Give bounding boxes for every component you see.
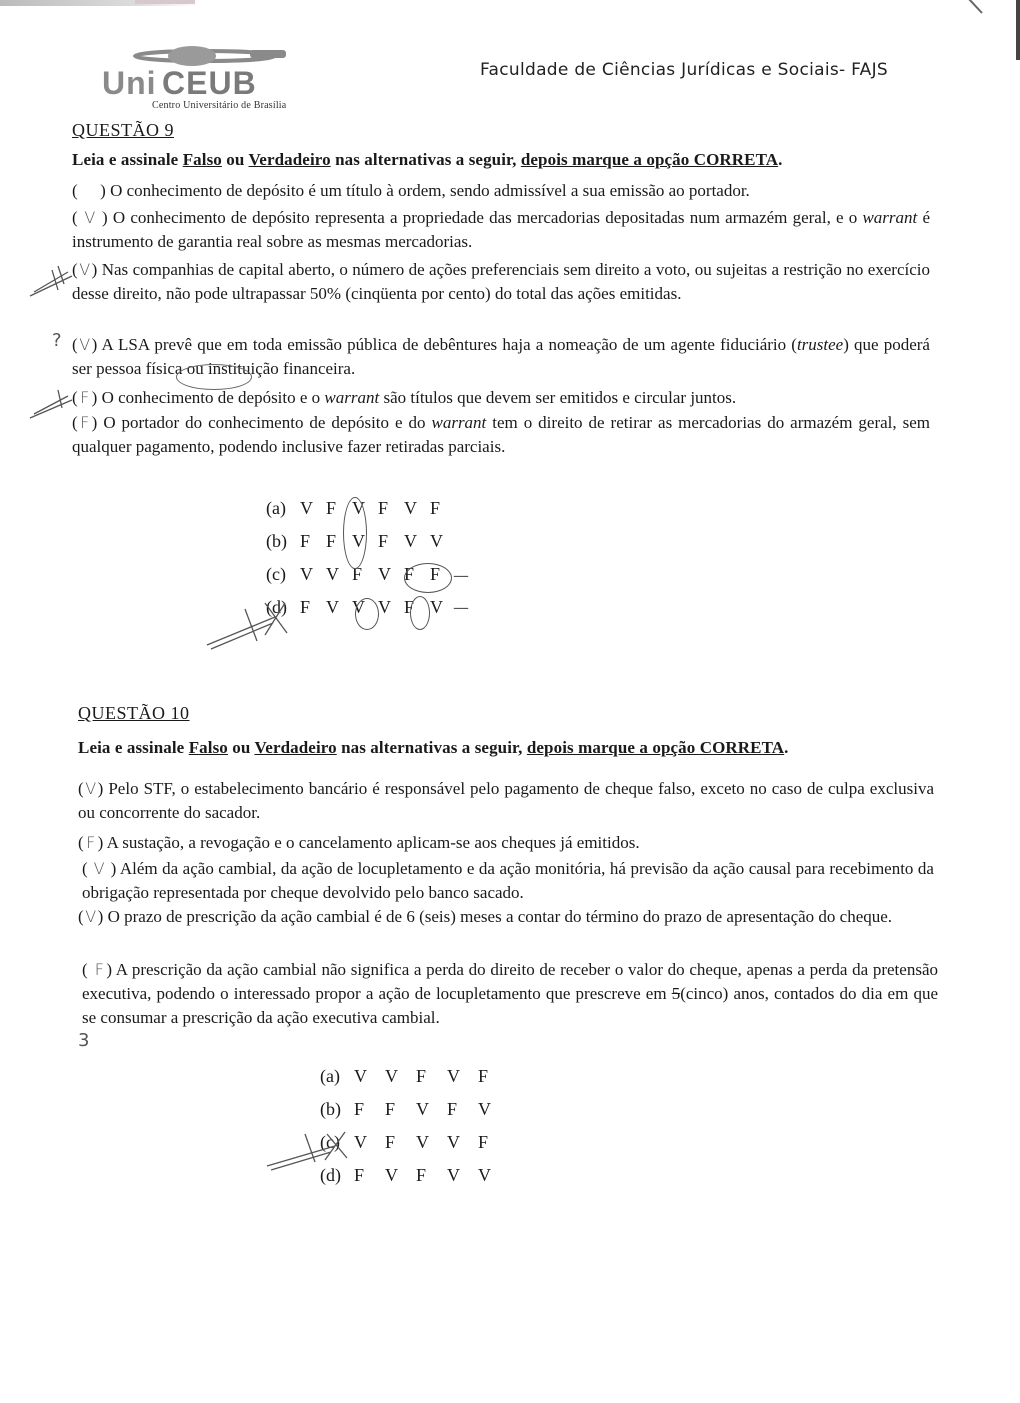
option-value: V: [354, 1066, 367, 1086]
option-value: V: [352, 498, 365, 518]
statement-text: é instrumento de garantia real sobre as mesmas mercadorias.: [72, 208, 930, 251]
q10-statement-5: ( F ) A prescrição da ação cambial não significa a perda do direito de receber o valor do cheque, apenas a perda da pretensão executiva, podendo o interessado propor a ação de locupletamento que prescreve em 5(cinco) anos, contados do dia em que se consumar a prescrição da ação executiva cambial.: [82, 960, 938, 1027]
pencil-question-mark: ?: [52, 330, 62, 351]
pencil-arrow-scribble: [265, 1128, 350, 1173]
option-value: F: [478, 1132, 489, 1152]
struck-number: 5: [671, 984, 681, 1003]
instruction-text: .: [778, 150, 783, 169]
pencil-arrow-scribble: [205, 595, 290, 655]
answer-mark[interactable]: V: [79, 260, 91, 279]
question-9-title: QUESTÃO 9: [72, 120, 174, 140]
statement-text: O prazo de prescrição da ação cambial é de 6 (seis) meses a contar do término do prazo de apresentação do cheque.: [107, 907, 893, 926]
question-9-instruction: [72, 150, 783, 170]
option-label[interactable]: (d): [320, 1165, 341, 1185]
uniceub-logo: [100, 44, 310, 114]
option-value: V: [404, 498, 417, 518]
pencil-circle: [410, 596, 430, 630]
statement-text: são títulos que devem ser emitidos e circular juntos.: [379, 388, 737, 407]
instruction-falso: Falso: [182, 150, 222, 169]
q9-statement-5: ( F ) O conhecimento de depósito e o warrant são títulos que devem ser emitidos e circular juntos.: [72, 386, 930, 410]
statement-italic: warrant: [431, 413, 487, 432]
q9-statement-3: (V) Nas companhias de capital aberto, o número de ações preferenciais sem direito a voto, ou sujeitas a restrição no exercício desse direito, não pode ultrapassar 50% (cinqüenta por cento) do total das ações emitidas.: [72, 260, 930, 303]
option-value: F: [352, 564, 363, 584]
answer-mark[interactable]: V: [93, 859, 105, 878]
option-value: V: [385, 1165, 398, 1185]
instruction-text: nas alternativas a seguir,: [330, 150, 521, 169]
option-value: F: [326, 531, 337, 551]
option-value: V: [430, 531, 443, 551]
pencil-arrow-scribble: [28, 388, 78, 424]
option-value: F: [385, 1132, 396, 1152]
answer-mark[interactable]: V: [84, 208, 96, 227]
option-label[interactable]: (d): [266, 597, 287, 617]
instruction-text: ou: [221, 150, 249, 169]
statement-text: O conhecimento de depósito e o: [101, 388, 325, 407]
pencil-circle: [355, 598, 379, 630]
answer-mark[interactable]: F: [80, 413, 90, 432]
q10-statement-4: (V) O prazo de prescrição da ação cambial é de 6 (seis) meses a contar do término do prazo de apresentação do cheque.: [78, 905, 936, 929]
option-label[interactable]: (c): [320, 1132, 340, 1152]
instruction-text: Leia e assinale: [72, 150, 183, 169]
statement-italic: warrant: [862, 208, 918, 227]
instruction-falso: Falso: [188, 738, 228, 757]
pencil-circle: [176, 364, 252, 390]
statement-italic: warrant: [324, 388, 380, 407]
instruction-verdadeiro: Verdadeiro: [248, 150, 331, 169]
q9-statement-6: ( F ) O portador do conhecimento de depósito e do warrant tem o direito de retirar as mercadorias do armazém geral, sem qualquer pagamento, podendo inclusive fazer retiradas parciais.: [72, 413, 930, 456]
option-value: F: [326, 498, 337, 518]
option-value: V: [447, 1132, 460, 1152]
option-value: V: [404, 531, 417, 551]
option-value: V: [430, 597, 443, 617]
option-value: F: [404, 564, 415, 584]
option-value: V: [416, 1132, 429, 1152]
option-label[interactable]: (b): [266, 531, 287, 551]
option-value: F: [447, 1099, 458, 1119]
option-label[interactable]: (c): [266, 564, 286, 584]
instruction-verdadeiro: Verdadeiro: [254, 738, 337, 757]
option-value: V: [478, 1099, 491, 1119]
pencil-arrow-scribble: [28, 262, 78, 302]
instruction-correct-option: depois marque a opção CORRETA: [520, 150, 779, 169]
option-value: V: [416, 1099, 429, 1119]
option-value: F: [300, 531, 311, 551]
pencil-dash: —: [453, 598, 469, 617]
pencil-dash: —: [453, 566, 469, 585]
option-label[interactable]: (a): [320, 1066, 340, 1086]
q9-statement-1: ( ) O conhecimento de depósito é um título à ordem, sendo admissível a sua emissão ao portador.: [72, 181, 750, 200]
answer-mark[interactable]: F: [86, 833, 96, 852]
option-value: V: [326, 597, 339, 617]
faculty-name: Faculdade de Ciências Jurídicas e Sociais- FAJS: [480, 60, 889, 80]
option-value: V: [352, 531, 365, 551]
q10-statement-3: ( V ) Além da ação cambial, da ação de locupletamento e da ação monitória, há previsão da ação causal para recebimento da obrigação representada por cheque devolvido pelo banco sacado.: [82, 859, 934, 902]
option-value: V: [354, 1132, 367, 1152]
statement-text: O portador do conhecimento de depósito e do: [103, 413, 432, 432]
instruction-text: .: [784, 738, 789, 757]
option-value: F: [430, 564, 441, 584]
option-value: F: [354, 1099, 365, 1119]
answer-mark[interactable]: V: [79, 335, 91, 354]
option-row[interactable]: [320, 1066, 509, 1099]
scan-edge: [1016, 0, 1020, 60]
statement-text: Nas companhias de capital aberto, o número de ações preferenciais sem direito a voto, ou sujeitas a restrição no exercício desse direito, não pode ultrapassar 50% (cinqüenta por cento) do total das ações emitidas.: [72, 260, 930, 303]
q10-statement-1: (V) Pelo STF, o estabelecimento bancário é responsável pelo pagamento de cheque falso, exceto no caso de culpa exclusiva ou concorrente do sacador.: [78, 779, 934, 822]
pencil-circle: [404, 563, 452, 593]
answer-mark[interactable]: V: [85, 907, 97, 926]
statement-italic: trustee: [796, 335, 844, 354]
question-10-instruction: [78, 738, 789, 758]
answer-mark[interactable]: V: [85, 779, 97, 798]
option-value: F: [416, 1165, 427, 1185]
pencil-correction: 3: [78, 1030, 90, 1051]
statement-text: O conhecimento de depósito é um título à ordem, sendo admissível a sua emissão ao portador.: [110, 181, 750, 200]
option-value: V: [352, 597, 365, 617]
instruction-text: Leia e assinale: [78, 738, 189, 757]
instruction-correct-option: depois marque a opção CORRETA: [526, 738, 785, 757]
option-value: V: [447, 1066, 460, 1086]
logo-graphic: [100, 44, 310, 104]
option-value: F: [378, 498, 389, 518]
pencil-stroke: [951, 0, 982, 14]
logo-subtitle: Centro Universitário de Brasília: [152, 100, 287, 111]
option-value: F: [404, 597, 415, 617]
option-value: F: [385, 1099, 396, 1119]
option-value: V: [378, 597, 391, 617]
instruction-text: nas alternativas a seguir,: [336, 738, 527, 757]
statement-text: tem o direito de retirar as mercadorias do armazém geral, sem qualquer pagamento, podendo inclusive fazer retiradas parciais.: [72, 413, 930, 456]
statement-text: ) que poderá ser pessoa física ou instituição financeira.: [72, 335, 930, 378]
q10-statement-2: ( F ) A sustação, a revogação e o cancelamento aplicam-se aos cheques já emitidos.: [78, 831, 934, 855]
statement-text: Além da ação cambial, da ação de locupletamento e da ação monitória, há previsão da ação causal para recebimento da obrigação representada por cheque devolvido pelo banco sacado.: [82, 859, 934, 902]
q9-statement-4: (V) A LSA prevê que em toda emissão pública de debêntures haja a nomeação de um agente fiduciário (trustee) que poderá ser pessoa física ou instituição financeira.: [72, 335, 930, 378]
option-value: V: [326, 564, 339, 584]
svg-text:Uni: Uni: [102, 65, 157, 101]
instruction-text: ou: [227, 738, 255, 757]
statement-text: A sustação, a revogação e o cancelamento aplicam-se aos cheques já emitidos.: [106, 833, 640, 852]
pencil-circle: [343, 497, 367, 569]
q9-statement-2: ( V ) O conhecimento de depósito representa a propriedade das mercadorias depositadas num armazém geral, e o warrant é instrumento de garantia real sobre as mesmas mercadorias.: [72, 208, 930, 251]
option-value: F: [430, 498, 441, 518]
statement-text: (cinco) anos, contados do dia em que se consumar a prescrição da ação executiva cambial.: [82, 984, 938, 1027]
question-10-title: QUESTÃO 10: [78, 703, 190, 723]
option-value: V: [385, 1066, 398, 1086]
statement-text: A prescrição da ação cambial não significa a perda do direito de receber o valor do cheque, apenas a perda da pretensão executiva, podendo o interessado propor a ação de locupletamento que prescreve em: [82, 960, 938, 1003]
option-value: V: [378, 564, 391, 584]
option-value: F: [378, 531, 389, 551]
statement-text: O conhecimento de depósito representa a propriedade das mercadorias depositadas num armazém geral, e o: [112, 208, 863, 227]
scan-edge-mark: [135, 0, 195, 4]
option-value: F: [478, 1066, 489, 1086]
statement-text: A LSA prevê que em toda emissão pública de debêntures haja a nomeação de um agente fiduciário (: [101, 335, 797, 354]
option-label[interactable]: (a): [266, 498, 286, 518]
answer-mark[interactable]: F: [94, 960, 104, 979]
option-label[interactable]: (b): [320, 1099, 341, 1119]
option-value: F: [416, 1066, 427, 1086]
option-value: V: [478, 1165, 491, 1185]
option-value: V: [300, 564, 313, 584]
option-value: F: [354, 1165, 365, 1185]
option-value: V: [300, 498, 313, 518]
answer-mark[interactable]: F: [80, 388, 90, 407]
option-value: F: [300, 597, 311, 617]
svg-text:CEUB: CEUB: [162, 65, 257, 101]
option-value: V: [447, 1165, 460, 1185]
statement-text: Pelo STF, o estabelecimento bancário é responsável pelo pagamento de cheque falso, exceto no caso de culpa exclusiva ou concorrente do sacador.: [78, 779, 934, 822]
